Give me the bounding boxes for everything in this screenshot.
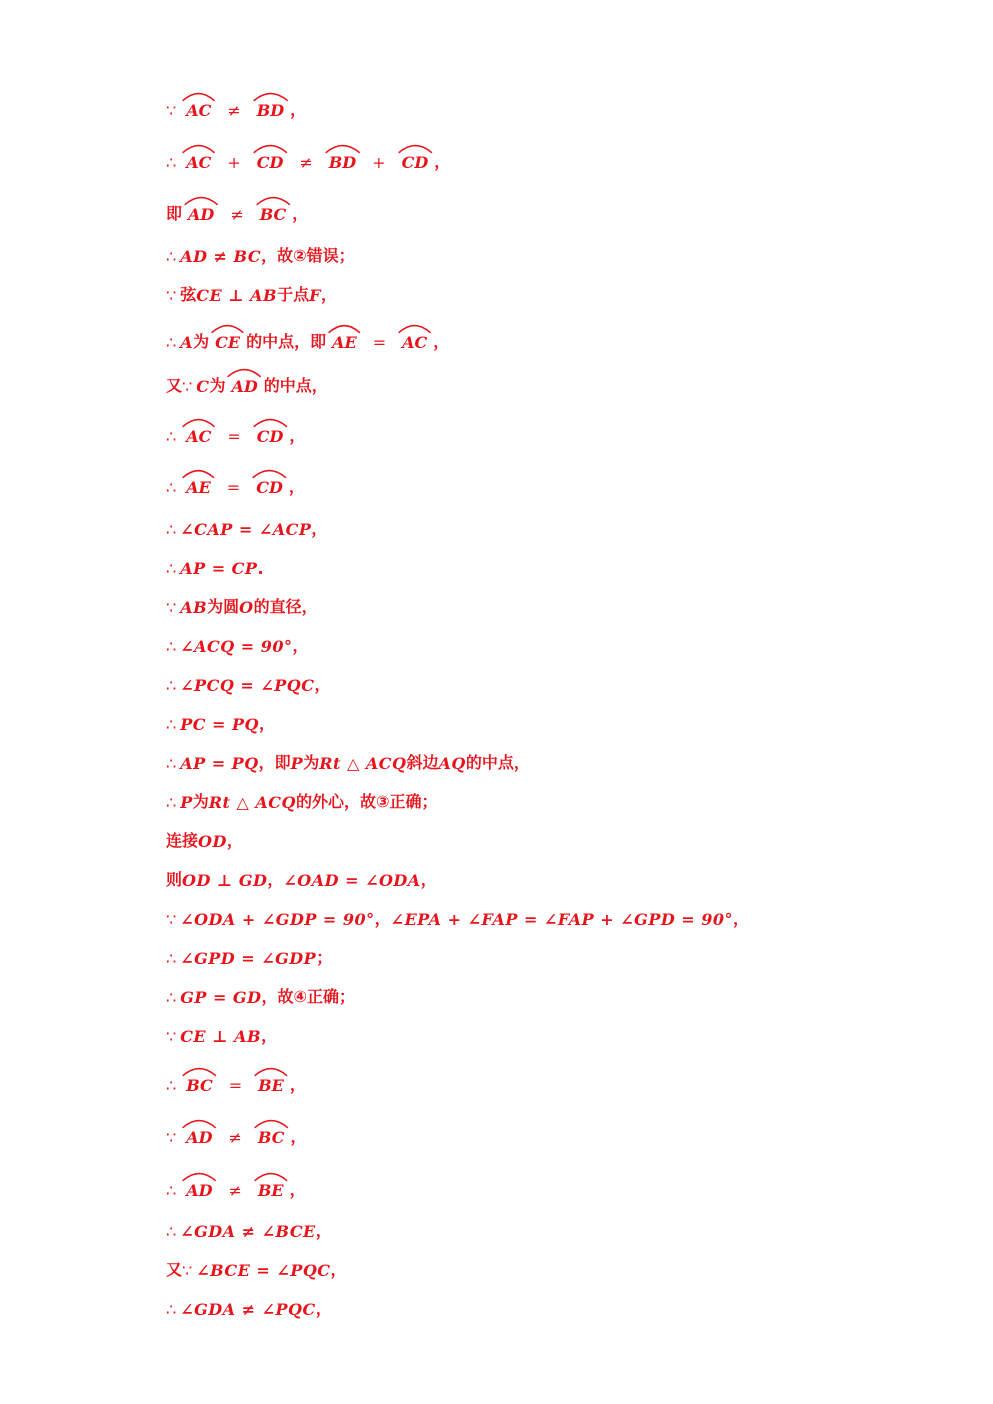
logic-symbol: ∴ bbox=[166, 637, 177, 656]
text-fragment: ， bbox=[320, 285, 337, 304]
arc-label: AD bbox=[231, 377, 258, 396]
arc-overline-icon bbox=[182, 142, 215, 154]
text-fragment: 的中点，即 bbox=[246, 332, 327, 351]
math-operator: ≠ bbox=[230, 205, 244, 224]
text-fragment: ，故②错误； bbox=[261, 246, 355, 265]
solution-line bbox=[166, 856, 437, 890]
arc-label: CD bbox=[256, 153, 284, 172]
solution-line bbox=[166, 622, 309, 656]
arc-label: CE bbox=[215, 333, 241, 352]
math-operator: ≠ bbox=[299, 153, 313, 172]
math-expression: ∠GDA ≠ ∠BCE bbox=[180, 1222, 316, 1241]
arc-label: AE bbox=[186, 478, 211, 497]
solution-line bbox=[166, 1166, 306, 1200]
math-operator: = bbox=[228, 1076, 243, 1095]
math-expression: ∠ODA + ∠GDP = 90° bbox=[180, 910, 375, 929]
arc-label: BE bbox=[258, 1076, 284, 1095]
math-expression: OD bbox=[198, 832, 227, 851]
arc-notation bbox=[255, 101, 286, 120]
arc-label: AC bbox=[402, 333, 428, 352]
math-expression: Rt △ ACQ bbox=[319, 754, 407, 773]
logic-symbol: ∴ bbox=[166, 988, 177, 1007]
solution-line bbox=[166, 700, 275, 734]
solution-line bbox=[166, 1061, 306, 1095]
math-expression: P bbox=[180, 793, 193, 812]
arc-notation bbox=[256, 1128, 287, 1147]
logic-symbol: ∴ bbox=[166, 520, 177, 539]
math-operator: = bbox=[227, 427, 241, 446]
logic-symbol: ∵ bbox=[166, 1128, 177, 1147]
arc-overline-icon bbox=[253, 90, 288, 102]
text-fragment: ， bbox=[314, 675, 331, 694]
solution-line bbox=[166, 505, 327, 539]
text-fragment: ， bbox=[290, 1127, 307, 1146]
arc-notation bbox=[213, 333, 242, 352]
solution-line bbox=[166, 1285, 332, 1319]
arc-label: AE bbox=[332, 333, 357, 352]
arc-notation bbox=[400, 333, 429, 352]
logic-symbol: ∴ bbox=[166, 715, 177, 734]
math-expression: ∠CAP = ∠ACP bbox=[180, 520, 312, 539]
text-fragment: 又 bbox=[166, 376, 183, 395]
logic-symbol: ∴ bbox=[166, 478, 177, 497]
math-operator: = bbox=[372, 333, 387, 352]
solution-line bbox=[166, 271, 337, 305]
text-fragment: ， bbox=[290, 100, 307, 119]
text-fragment: ， bbox=[267, 870, 284, 889]
math-operator: ≠ bbox=[227, 101, 241, 120]
logic-symbol: ∴ bbox=[166, 1300, 177, 1319]
arc-label: CD bbox=[401, 153, 429, 172]
text-fragment: ， bbox=[289, 1075, 306, 1094]
arc-overline-icon bbox=[182, 1170, 216, 1182]
arc-notation bbox=[255, 427, 286, 446]
solution-line bbox=[166, 778, 438, 812]
text-fragment: ， bbox=[288, 477, 305, 496]
solution-line bbox=[166, 583, 318, 617]
text-fragment: ，故④正确； bbox=[261, 987, 356, 1006]
text-fragment: 于点 bbox=[277, 285, 310, 304]
arc-notation bbox=[254, 478, 285, 497]
solution-line bbox=[166, 232, 355, 266]
solution-line bbox=[166, 190, 308, 224]
logic-symbol: ∴ bbox=[166, 559, 177, 578]
solution-line bbox=[166, 86, 306, 120]
text-fragment: 又 bbox=[166, 1260, 183, 1279]
arc-overline-icon bbox=[182, 467, 215, 479]
text-fragment: 的直径， bbox=[253, 597, 318, 616]
math-operator: ≠ bbox=[228, 1181, 242, 1200]
text-fragment: ， bbox=[226, 831, 243, 850]
text-fragment: 弦 bbox=[180, 285, 197, 304]
text-fragment: 为 bbox=[209, 376, 226, 395]
math-expression: A bbox=[180, 333, 194, 352]
logic-symbol: ∴ bbox=[166, 754, 177, 773]
logic-symbol: ∵ bbox=[166, 910, 177, 929]
math-expression: AP = CP bbox=[180, 559, 258, 578]
math-expression: OD ⊥ GD bbox=[182, 871, 268, 890]
text-fragment: 为圆 bbox=[207, 597, 240, 616]
solution-line bbox=[166, 739, 530, 773]
arc-overline-icon bbox=[398, 322, 431, 334]
arc-overline-icon bbox=[253, 416, 288, 428]
arc-label: BC bbox=[186, 1076, 213, 1095]
logic-symbol: ∴ bbox=[166, 247, 177, 266]
arc-overline-icon bbox=[182, 1065, 217, 1077]
arc-overline-icon bbox=[325, 142, 360, 154]
text-fragment: ，即 bbox=[258, 753, 291, 772]
text-fragment: ， bbox=[292, 204, 309, 223]
arc-notation bbox=[184, 1128, 214, 1147]
arc-overline-icon bbox=[254, 1065, 288, 1077]
text-fragment: 的外心，故③正确； bbox=[295, 792, 438, 811]
text-fragment: ， bbox=[434, 152, 451, 171]
solution-line bbox=[166, 544, 264, 578]
arc-overline-icon bbox=[253, 142, 288, 154]
text-fragment: ， bbox=[315, 1221, 332, 1240]
solution-line bbox=[166, 1113, 306, 1147]
text-fragment: ， bbox=[420, 870, 437, 889]
text-fragment: . bbox=[257, 559, 264, 578]
logic-symbol: ∴ bbox=[166, 676, 177, 695]
arc-notation bbox=[184, 1181, 214, 1200]
logic-symbol: ∵ bbox=[166, 1027, 177, 1046]
math-expression: C bbox=[196, 377, 210, 396]
arc-label: AD bbox=[186, 1128, 213, 1147]
arc-label: AD bbox=[188, 205, 215, 224]
text-fragment: 的中点， bbox=[263, 376, 328, 395]
text-fragment: ， bbox=[374, 909, 391, 928]
arc-overline-icon bbox=[227, 366, 261, 378]
arc-overline-icon bbox=[182, 416, 215, 428]
arc-overline-icon bbox=[252, 467, 287, 479]
logic-symbol: ∴ bbox=[166, 949, 177, 968]
text-fragment: ， bbox=[315, 1299, 332, 1318]
arc-notation bbox=[184, 427, 213, 446]
arc-notation bbox=[184, 1076, 215, 1095]
text-fragment: ， bbox=[292, 636, 309, 655]
solution-line bbox=[166, 661, 330, 695]
solution-line bbox=[166, 1246, 347, 1280]
arc-label: BC bbox=[257, 1128, 285, 1147]
arc-notation bbox=[256, 1076, 286, 1095]
text-fragment: 为 bbox=[192, 792, 209, 811]
math-expression: AP = PQ bbox=[180, 754, 259, 773]
solution-line bbox=[166, 362, 328, 396]
arc-label: AC bbox=[186, 427, 212, 446]
arc-notation bbox=[327, 153, 358, 172]
logic-symbol: ∵ bbox=[182, 1261, 193, 1280]
arc-overline-icon bbox=[328, 322, 361, 334]
text-fragment: 连接 bbox=[166, 831, 199, 850]
solution-line bbox=[166, 412, 305, 446]
arc-overline-icon bbox=[184, 194, 218, 206]
arc-label: BE bbox=[257, 1181, 284, 1200]
math-expression: ∠GPD = ∠GDP bbox=[180, 949, 317, 968]
solution-line bbox=[166, 895, 749, 929]
solution-line bbox=[166, 817, 243, 851]
math-expression: AD ≠ BC bbox=[180, 247, 262, 266]
math-operator: ≠ bbox=[228, 1128, 242, 1147]
text-fragment: 即 bbox=[166, 204, 183, 223]
text-fragment: ， bbox=[289, 426, 306, 445]
text-fragment: ， bbox=[311, 519, 328, 538]
arc-label: CD bbox=[256, 427, 284, 446]
text-fragment: ， bbox=[433, 332, 450, 351]
text-fragment: ， bbox=[261, 1026, 278, 1045]
arc-overline-icon bbox=[254, 1170, 288, 1182]
logic-symbol: ∴ bbox=[166, 153, 177, 172]
arc-notation bbox=[330, 333, 359, 352]
math-expression: O bbox=[239, 598, 254, 617]
arc-label: BC bbox=[259, 205, 287, 224]
solution-line bbox=[166, 463, 305, 497]
solution-line bbox=[166, 318, 449, 352]
arc-notation bbox=[186, 205, 216, 224]
arc-overline-icon bbox=[256, 194, 291, 206]
math-operator: + bbox=[372, 153, 386, 172]
solution-line bbox=[166, 973, 355, 1007]
logic-symbol: ∴ bbox=[166, 1076, 177, 1095]
text-fragment: ， bbox=[258, 714, 275, 733]
logic-symbol: ∴ bbox=[166, 427, 177, 446]
text-fragment: 则 bbox=[166, 870, 183, 889]
math-expression: CE ⊥ AB bbox=[196, 286, 278, 305]
arc-label: AC bbox=[186, 153, 212, 172]
arc-label: BD bbox=[256, 101, 285, 120]
solution-line bbox=[166, 934, 332, 968]
text-fragment: ， bbox=[289, 1180, 306, 1199]
math-expression: GP = GD bbox=[180, 988, 262, 1007]
arc-notation bbox=[258, 205, 289, 224]
logic-symbol: ∴ bbox=[166, 1222, 177, 1241]
text-fragment: ， bbox=[330, 1260, 347, 1279]
math-expression: AQ bbox=[438, 754, 466, 773]
logic-symbol: ∴ bbox=[166, 793, 177, 812]
arc-notation bbox=[229, 377, 259, 396]
math-expression: F bbox=[309, 286, 321, 305]
math-expression: CE ⊥ AB bbox=[180, 1027, 262, 1046]
text-fragment: ， bbox=[733, 909, 750, 928]
arc-overline-icon bbox=[254, 1117, 289, 1129]
math-expression: ∠OAD = ∠ODA bbox=[283, 871, 421, 890]
arc-overline-icon bbox=[398, 142, 433, 154]
logic-symbol: ∵ bbox=[166, 286, 177, 305]
arc-notation bbox=[400, 153, 431, 172]
math-expression: ∠EPA + ∠FAP = ∠FAP + ∠GPD = 90° bbox=[390, 910, 734, 929]
arc-label: AD bbox=[186, 1181, 213, 1200]
math-expression: P bbox=[290, 754, 304, 773]
text-fragment: 为 bbox=[303, 753, 320, 772]
logic-symbol: ∴ bbox=[166, 1181, 177, 1200]
arc-overline-icon bbox=[211, 322, 244, 334]
logic-symbol: ∵ bbox=[166, 598, 177, 617]
arc-label: BD bbox=[328, 153, 357, 172]
math-expression: Rt △ ACQ bbox=[208, 793, 296, 812]
text-fragment: 的中点， bbox=[465, 753, 530, 772]
math-expression: PC = PQ bbox=[180, 715, 259, 734]
logic-symbol: ∵ bbox=[166, 101, 177, 120]
logic-symbol: ∴ bbox=[166, 333, 177, 352]
math-expression: AB bbox=[180, 598, 208, 617]
math-operator: + bbox=[227, 153, 241, 172]
solution-line bbox=[166, 1012, 277, 1046]
arc-notation bbox=[184, 478, 213, 497]
math-operator: = bbox=[226, 478, 241, 497]
arc-overline-icon bbox=[182, 90, 215, 102]
arc-label: AC bbox=[186, 101, 212, 120]
math-expression: ∠BCE = ∠PQC bbox=[196, 1261, 331, 1280]
solution-line bbox=[166, 138, 450, 172]
text-fragment: 为 bbox=[193, 332, 210, 351]
logic-symbol: ∵ bbox=[182, 377, 193, 396]
arc-notation bbox=[256, 1181, 286, 1200]
math-expression: ∠PCQ = ∠PQC bbox=[180, 676, 315, 695]
arc-notation bbox=[184, 153, 213, 172]
text-fragment: 斜边 bbox=[406, 753, 439, 772]
arc-label: CD bbox=[256, 478, 283, 497]
math-expression: ∠GDA ≠ ∠PQC bbox=[180, 1300, 316, 1319]
arc-overline-icon bbox=[182, 1117, 216, 1129]
arc-notation bbox=[184, 101, 213, 120]
arc-notation bbox=[255, 153, 286, 172]
solution-line bbox=[166, 1207, 332, 1241]
text-fragment: ； bbox=[316, 948, 333, 967]
math-expression: ∠ACQ = 90° bbox=[180, 637, 293, 656]
